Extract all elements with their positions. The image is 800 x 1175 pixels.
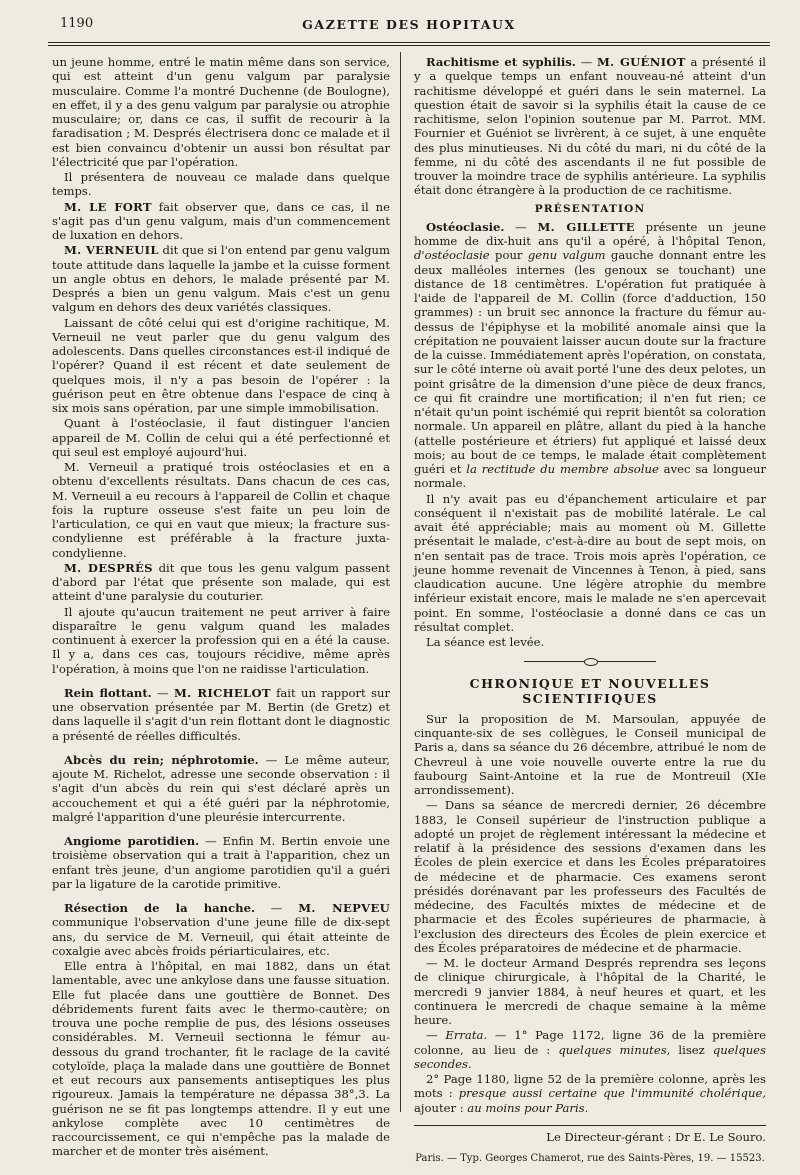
page-header [48, 14, 770, 40]
paragraph: M. VERNEUIL dit que si l'on entend par genu valgum toute attitude dans laquelle la jambe et la cuisse forment un angle obtus en dehors, le malade présenté par M. Després a bien un genu valgum. Mais c'est un genu valgum en dehors des deux variétés classiques. [52, 243, 390, 315]
paragraph: Quant à l'ostéoclasie, il faut distinguer l'ancien appareil de M. Collin de celui qui a été perfectionné et qui seul est employé aujourd'hui. [52, 416, 390, 459]
paragraph: Il présentera de nouveau ce malade dans quelque temps. [52, 170, 390, 199]
paragraph: Il ajoute qu'aucun traitement ne peut arriver à faire disparaître le genu valgum quand les malades continuent à exercer la profession qui en a été la cause. Il y a, dans ces cas, toujours récidive, même après l'opération, à moins que l'on ne raidisse l'articulation. [52, 604, 390, 676]
journal-title: GAZETTE DES HOPITAUX [302, 17, 516, 32]
speaker-name: M. VERNEUIL [64, 243, 159, 258]
paragraph: Abcès du rein; néphrotomie. — Le même auteur, ajoute M. Richelot, adresse une seconde observation : il s'agit d'un abcès du rein qui s'est déclaré après un accouchement et qui a été guéri par la néphrotomie, malgré l'apparition d'une pleurésie intercurrente. [52, 752, 390, 824]
paragraph: — M. le docteur Armand Després reprendra ses leçons de clinique chirurgicale, à l'hôpital de la Charité, le mercredi 9 janvier 1884, à neuf heures et quart, et les continuera le mercredi de chaque semaine à la même heure. [414, 956, 766, 1027]
director-signature: Le Directeur-gérant : Dr E. Le Souro. [414, 1125, 766, 1144]
errata-label: — Errata. [426, 1028, 488, 1043]
paragraph: Ostéoclasie. — M. GILLETTE présente un jeune homme de dix-huit ans qu'il a opéré, à l'hôpital Tenon, d'ostéoclasie pour genu valgum gauche donnant entre les deux malléoles internes (les genoux se touchant) une distance de 18 centimètres. L'opération fut pratiquée à l'aide de l'appareil de M. Collin (force d'adduction, 150 grammes) : un bruit sec annonce la fracture du fémur au-dessus de l'épiphyse et la mobilité anomale ainsi que la crépitation ne pouvaient laisser aucun doute sur la fracture de la cuisse. Immédiatement après l'opération, on constata, sur le côté interne où avait porté l'une des deux pelotes, un point grisâtre de la dimension d'une pièce de deux francs, ce qui fit craindre une mortification; il n'en fut rien; ce n'était qu'un point ischémié qui reprit bientôt sa coloration normale. Un appareil en plâtre, allant du pied à la hanche (attelle postérieure et étriers) fut appliqué et laissé deux mois; au bout de ce temps, le malade était complètement guéri et la rectitude du membre absolue avec sa longueur normale. [414, 219, 766, 491]
article-heading: Ostéoclasie. [426, 219, 505, 234]
speaker-name: M. RICHELOT [173, 685, 271, 700]
paragraph: Rachitisme et syphilis. — M. GUÉNIOT a présenté il y a quelque temps un enfant nouveau-né atteint d'un rachitisme développé et guéri dans le sein maternel. La question était de savoir si la syphilis était la cause de ce rachitisme, selon l'opinion soutenue par M. Parrot. MM. Fournier et Guéniot se livrèrent, à ce sujet, à une enquête des plus minutieuses. Ni du côté du mari, ni du côté de la femme, ni du côté des ascendants il ne fut possible de trouver la moindre trace de syphilis antérieure. La syphilis était donc étrangère à la production de ce rachitisme. [414, 55, 766, 198]
paragraph: Résection de la hanche. — M. NEPVEU communique l'observation d'une jeune fille de dix-sept ans, du service de M. Verneuil, qui était atteinte de coxalgie avec abcès froids périarticulaires, etc. [52, 901, 390, 958]
header-rule-bottom [48, 45, 770, 46]
right-column [414, 55, 766, 1166]
section-title-presentation: PRÉSENTATION [534, 202, 646, 215]
page-number: 1190 [60, 16, 94, 31]
left-column [52, 55, 390, 1160]
speaker-name: M. NEPVEU [298, 901, 390, 915]
article-heading: Rein flottant. [64, 685, 152, 700]
paragraph: Elle entra à l'hôpital, en mai 1882, dans un état lamentable, avec une ankylose dans une fausse situation. Elle fut placée dans une gouttière de Bonnet. Des débridements furent faits avec le thermo-cautère; on trouva une poche remplie de pus, des lésions osseuses considérables. M. Verneuil sectionna le fémur au-dessous du grand trochanter, fit le raclage de la cavité cotyloïde, plaça la malade dans une gouttière de Bonnet et eut recours aux pansements antiseptiques les plus rigoureux. Jamais la température ne dépassa 38°,3. La guérison ne se fit pas longtemps attendre. Il y eut une ankylose complète avec 10 centimètres de raccourcissement, ce qui n'empêche pas la malade de marcher et de monter très aisément. [52, 959, 390, 1159]
article-heading: Abcès du rein; néphrotomie. [64, 752, 259, 767]
paragraph: Sur la proposition de M. Marsoulan, appuyée de cinquante-six de ses collègues, le Conseil municipal de Paris a, dans sa séance du 26 décembre, attribué le nom de Chevreul à une voie nouvelle ouverte entre la rue du faubourg Saint-Antoine et la rue de Montreuil (XIe arrondissement). [414, 711, 766, 797]
speaker-name: M. GUÉNIOT [597, 55, 686, 69]
header-rule-top [48, 42, 770, 43]
column-divider [400, 52, 401, 1112]
paragraph: — Errata. — 1° Page 1172, ligne 36 de la première colonne, au lieu de : quelques minutes, lisez quelques secondes. [414, 1028, 766, 1071]
paragraph: — Dans sa séance de mercredi dernier, 26 décembre 1883, le Conseil supérieur de l'instruction publique a adopté un projet de règlement intéressant la médecine et relatif à la présidence des sessions d'examen dans les Écoles de plein exercice et dans les Écoles préparatoires de médecine et de pharmacie. Ces examens seront présidés dorénavant par les professeurs des Facultés de médecine, des Facultés mixtes de médecine et de pharmacie et des Écoles supérieures de pharmacie, à l'exclusion des directeurs des Écoles de plein exercice et des Écoles préparatoires de médecine et de pharmacie. [414, 798, 766, 955]
article-heading: Rachitisme et syphilis. [426, 55, 576, 69]
speaker-name: M. GILLETTE [537, 219, 635, 234]
paragraph: La séance est levée. [426, 635, 545, 649]
article-heading: Résection de la hanche. [64, 901, 255, 915]
paragraph: Laissant de côté celui qui est d'origine rachitique, M. Verneuil ne veut parler que du genu valgum des adolescents. Dans quelles circonstances est-il indiqué de l'opérer? Quand il est récent et date seulement de quelques mois, il n'y a pas besoin de l'opérer : la guérison peut en être obtenue dans l'espace de cinq à six mois sans opération, par une simple immobilisation. [52, 315, 390, 415]
paragraph: Rein flottant. — M. RICHELOT fait un rapport sur une observation présentée par M. Bertin (de Gretz) et dans laquelle il s'agit d'un rein flottant dont le diagnostic a présenté de réelles difficultés. [52, 685, 390, 743]
paragraph: un jeune homme, entré le matin même dans son service, qui est atteint d'un genu valgum par paralysie musculaire. Comme l'a montré Duchenne (de Boulogne), en effet, il y a des genu valgum par paralysie ou atrophie musculaire; or, dans ce cas, il suffit de recourir à la faradisation ; M. Després électrisera donc ce malade et il est bien convaincu d'obtenir un aussi bon résultat par l'électricité que par l'opération. [52, 55, 390, 169]
printer-imprint: Paris. — Typ. Georges Chamerot, rue des Saints-Pères, 19. — 15523. [415, 1153, 765, 1164]
paragraph: M. LE FORT fait observer que, dans ce cas, il ne s'agit pas d'un genu valgum, mais d'un commencement de luxation en dehors. [52, 199, 390, 242]
paragraph: M. DESPRÉS dit que tous les genu valgum passent d'abord par l'état que présente son malade, qui est atteint d'une paralysie du couturier. [52, 560, 390, 604]
paragraph: Angiome parotidien. — Enfin M. Bertin envoie une troisième observation qui a trait à l'apparition, chez un enfant très jeune, d'un angiome parotidien qu'il a guéri par la ligature de la carotide primitive. [52, 834, 391, 891]
paragraph: Il n'y avait pas eu d'épanchement articulaire et par conséquent il n'existait pas de mobilité latérale. Le cal avait été appréciable; mais au moment où M. Gillette présentait le malade, c'est-à-dire au bout de sept mois, on n'en sentait pas de trace. Trois mois après l'opération, ce jeune homme revenait de Vincennes à Tenon, à pied, sans claudication aucune. Une légère atrophie du membre inférieur existait encore, mais le malade ne s'en apercevait point. En somme, l'ostéoclasie a donné dans ce cas un résultat complet. [414, 491, 766, 634]
article-heading: Angiome parotidien. [64, 834, 200, 848]
speaker-name: M. LE FORT [64, 199, 152, 214]
ornament-divider [414, 655, 766, 667]
paragraph: M. Verneuil a pratiqué trois ostéoclasies et en a obtenu d'excellents résultats. Dans chacun de ces cas, M. Verneuil a eu recours à l'appareil de Collin et chaque fois la rupture osseuse s'est faite un peu loin de l'articulation, ce qui en vaut que mieux; la fracture sus-condylienne est préférable à la fracture juxta-condylienne. [52, 460, 390, 560]
paragraph: 2° Page 1180, ligne 52 de la première colonne, après les mots : presque aussi certaine que l'immunité cholérique, ajouter : au moins pour Paris. [414, 1072, 766, 1115]
speaker-name: M. DESPRÉS [64, 560, 153, 575]
chronique-title: CHRONIQUE ET NOUVELLES SCIENTIFIQUES [469, 676, 711, 706]
